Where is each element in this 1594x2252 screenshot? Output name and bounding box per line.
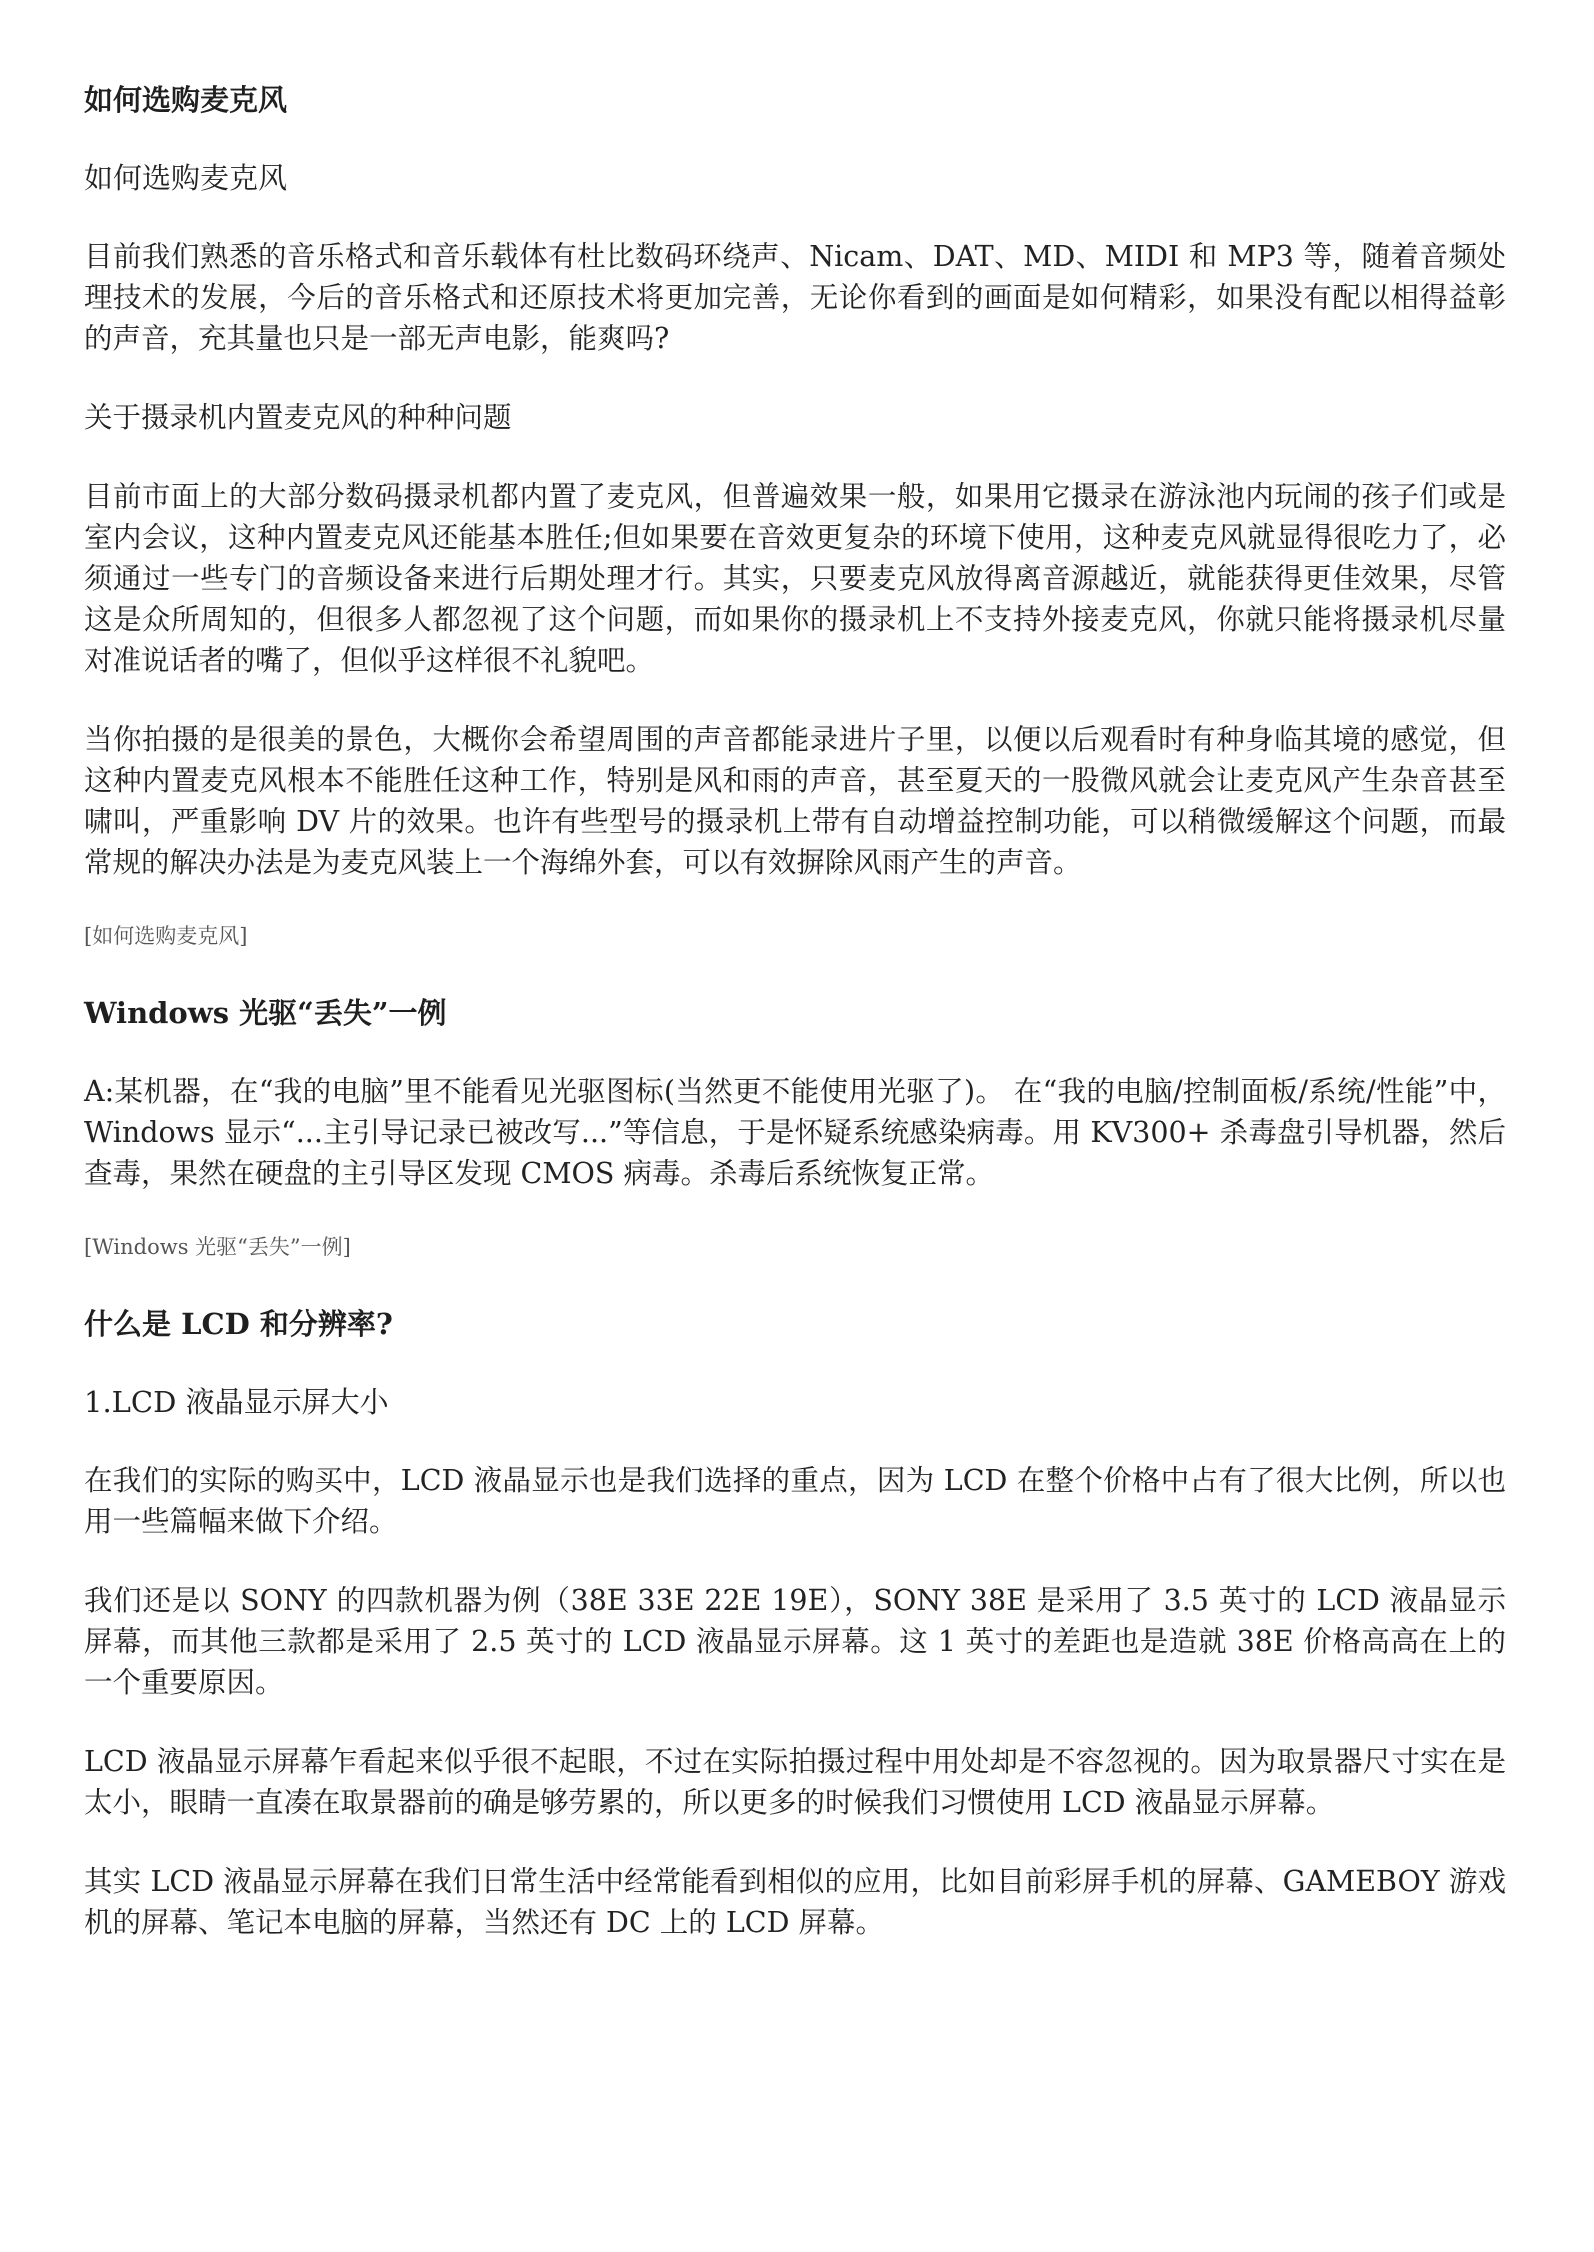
paragraph: A:某机器，在“我的电脑”里不能看见光驱图标(当然更不能使用光驱了)。 在“我的电脑/控制面板/系统/性能”中，Windows 显示“...主引导记录已被改写...”等信息，于是怀疑系统感染病毒。用 KV300+ 杀毒盘引导机器，然后查毒，果然在硬盘的主引导区发现 CMOS 病毒。杀毒后系统恢复正常。 bbox=[84, 1075, 1506, 1190]
paragraph: LCD 液晶显示屏幕乍看起来似乎很不起眼，不过在实际拍摄过程中用处却是不容忽视的。因为取景器尺寸实在是太小，眼睛一直凑在取景器前的确是够劳累的，所以更多的时候我们习惯使用 LCD 液晶显示屏幕。 bbox=[84, 1745, 1506, 1819]
paragraph: 当你拍摄的是很美的景色，大概你会希望周围的声音都能录进片子里，以便以后观看时有种身临其境的感觉，但这种内置麦克风根本不能胜任这种工作，特别是风和雨的声音，甚至夏天的一股微风就会让麦克风产生杂音甚至啸叫，严重影响 DV 片的效果。也许有些型号的摄录机上带有自动增益控制功能，可以稍微缓解这个问题，而最常规的解决办法是为麦克风装上一个海绵外套，可以有效摒除风雨产生的声音。 bbox=[84, 723, 1506, 879]
section-title: 什么是 LCD 和分辨率? bbox=[84, 1307, 393, 1341]
paragraph: 其实 LCD 液晶显示屏幕在我们日常生活中经常能看到相似的应用，比如目前彩屏手机的屏幕、GAMEBOY 游戏机的屏幕、笔记本电脑的屏幕，当然还有 DC 上的 LCD 屏幕。 bbox=[84, 1865, 1506, 1939]
paragraph: 目前市面上的大部分数码摄录机都内置了麦克风，但普遍效果一般，如果用它摄录在游泳池内玩闹的孩子们或是室内会议，这种内置麦克风还能基本胜任;但如果要在音效更复杂的环境下使用，这种麦克风就显得很吃力了，必须通过一些专门的音频设备来进行后期处理才行。其实，只要麦克风放得离音源越近，就能获得更佳效果，尽管这是众所周知的，但很多人都忽视了这个问题，而如果你的摄录机上不支持外接麦克风，你就只能将摄录机尽量对准说话者的嘴了，但似乎这样很不礼貌吧。 bbox=[84, 480, 1506, 677]
section-subtitle: 1.LCD 液晶显示屏大小 bbox=[84, 1385, 389, 1419]
source-reference: [如何选购麦克风] bbox=[84, 924, 248, 948]
paragraph: 我们还是以 SONY 的四款机器为例（38E 33E 22E 19E），SONY 38E 是采用了 3.5 英寸的 LCD 液晶显示屏幕，而其他三款都是采用了 2.5 英寸的 LCD 液晶显示屏幕。这 1 英寸的差距也是造就 38E 价格高高在上的一个重要原因。 bbox=[84, 1584, 1506, 1699]
section-lcd bbox=[84, 1304, 1506, 1943]
section-subtitle: 如何选购麦克风 bbox=[84, 161, 288, 195]
section-microphone bbox=[84, 80, 1506, 951]
section-title: Windows 光驱“丢失”一例 bbox=[84, 996, 447, 1030]
paragraph: 关于摄录机内置麦克风的种种问题 bbox=[84, 401, 512, 434]
section-title: 如何选购麦克风 bbox=[84, 83, 288, 117]
source-reference: [Windows 光驱“丢失”一例] bbox=[84, 1235, 351, 1259]
paragraph: 在我们的实际的购买中，LCD 液晶显示也是我们选择的重点，因为 LCD 在整个价格中占有了很大比例，所以也用一些篇幅来做下介绍。 bbox=[84, 1464, 1506, 1538]
section-windows-cdrom bbox=[84, 993, 1506, 1262]
paragraph: 目前我们熟悉的音乐格式和音乐载体有杜比数码环绕声、Nicam、DAT、MD、MIDI 和 MP3 等，随着音频处理技术的发展，今后的音乐格式和还原技术将更加完善，无论你看到的画面是如何精彩，如果没有配以相得益彰的声音，充其量也只是一部无声电影，能爽吗? bbox=[84, 240, 1506, 355]
